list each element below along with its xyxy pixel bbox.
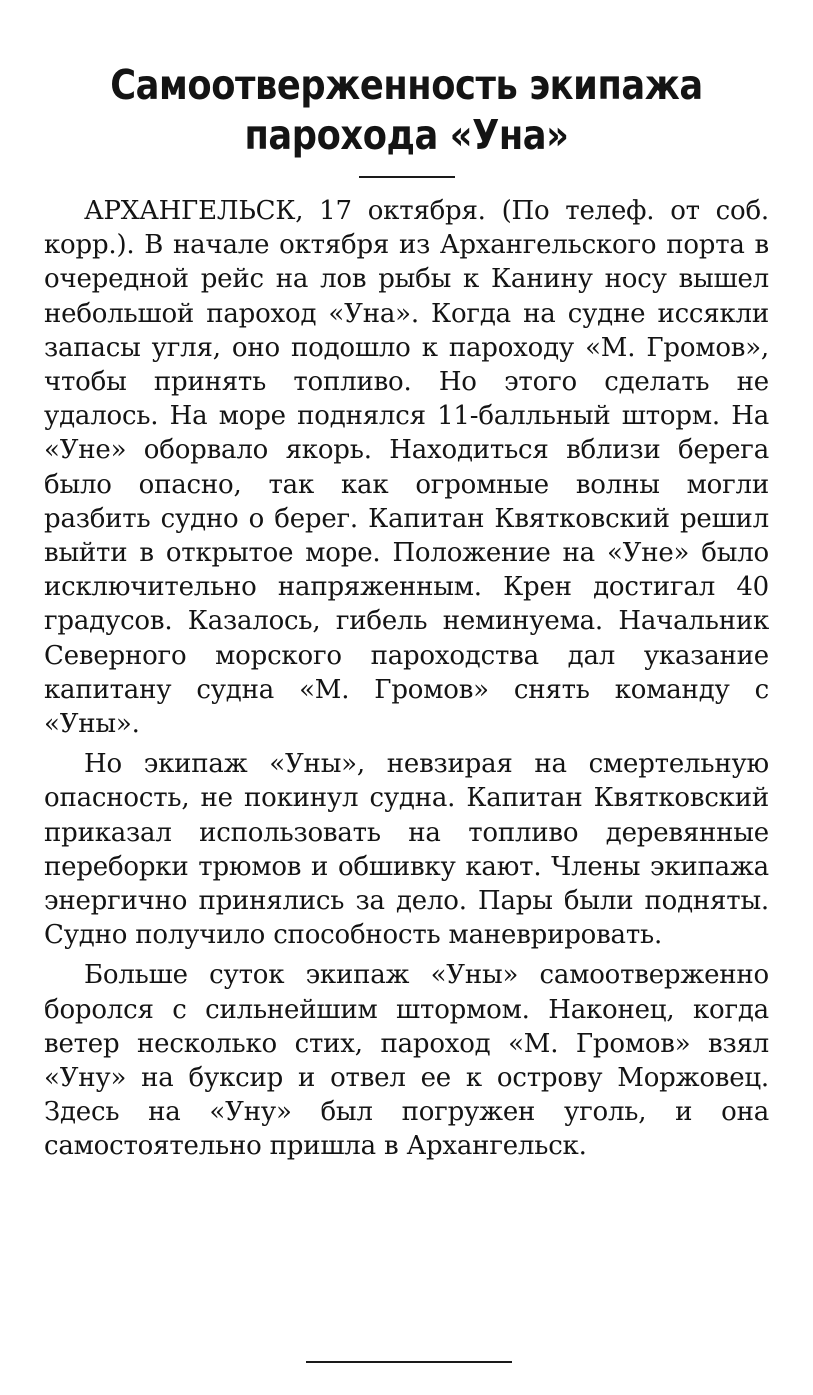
article-body — [44, 194, 769, 1164]
paragraph-2: Но экипаж «Уны», невзирая на смертельную опасность, не покинул судна. Капитан Квятковский приказал использовать на топливо деревянные переборки трюмов и обшивку кают. Члены экипажа энергично принялись за дело. Пары были подняты. Судно получило способность маневрировать. — [44, 749, 769, 951]
headline-line-1: Самоотверженность экипажа — [110, 61, 703, 109]
end-divider — [306, 1361, 512, 1363]
headline-line-2: парохода «Уна» — [244, 111, 569, 159]
paragraph-3: Больше суток экипаж «Уны» самоотверженно боролся с сильнейшим штормом. Наконец, когда ветер несколько стих, пароход «М. Громов» взял «Уну» на буксир и отвел ее к острову Моржовец. Здесь на «Уну» был погружен уголь, и она самостоятельно пришла в Архангельск. — [44, 960, 769, 1162]
article-headline — [95, 60, 719, 160]
headline-divider — [359, 176, 455, 178]
news-article — [44, 60, 769, 1164]
paragraph-1: АРХАНГЕЛЬСК, 17 октября. (По телеф. от соб. корр.). В начале октября из Архангельского порта в очередной рейс на лов рыбы к Канину носу вышел небольшой пароход «Уна». Когда на судне иссякли запасы угля, оно подошло к пароходу «М. Громов», чтобы принять топливо. Но этого сделать не удалось. На море поднялся 11-балльный шторм. На «Уне» оборвало якорь. Находиться вблизи берега было опасно, так как огромные волны могли разбить судно о берег. Капитан Квятковский решил выйти в открытое море. Положение на «Уне» было исключительно напряженным. Крен достигал 40 градусов. Казалось, гибель неминуема. Начальник Северного морского пароходства дал указание капитану судна «М. Громов» снять команду с «Уны». — [44, 196, 769, 740]
